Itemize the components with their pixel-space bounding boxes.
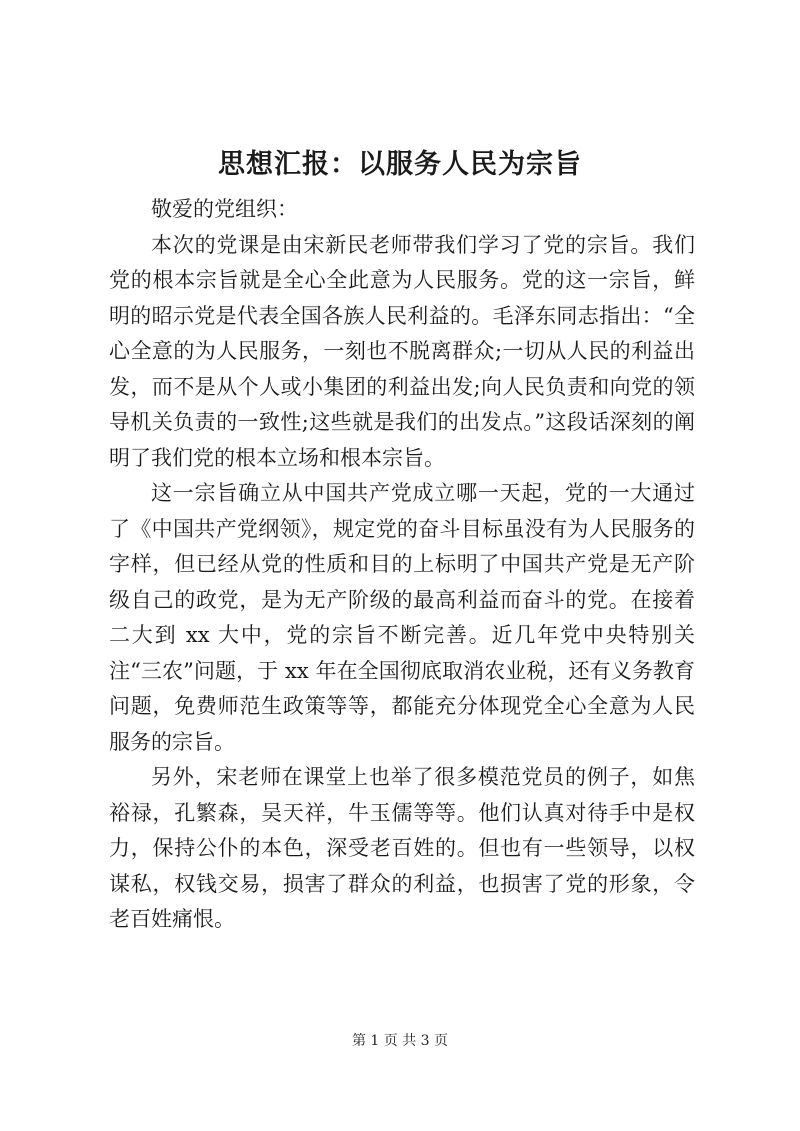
salutation: 敬爱的党组织： (151, 197, 298, 221)
page-footer: 第 1 页 共 3 页 (351, 1033, 449, 1049)
paragraph-3: 另外，宋老师在课堂上也举了很多模范党员的例子，如焦裕禄，孔繁森，吴天祥，牛玉儒等等。他们认真对待手中是权力，保持公仆的本色，深受老百姓的。但也有一些领导，以权谋私，权钱交易，损害了群众的利益，也损害了党的形象，令老百姓痛恨。 (109, 765, 695, 931)
paragraph-2: 这一宗旨确立从中国共产党成立哪一天起，党的一大通过了《中国共产党纲领》，规定党的奋斗目标虽没有为人民服务的字样，但已经从党的性质和目的上标明了中国共产党是无产阶级自己的政党，是为无产阶级的最高利益而奋斗的党。在接着二大到 xx 大中，党的宗旨不断完善。近几年党中央特别关注“三农”问题，于 xx 年在全国彻底取消农业税，还有义务教育问题，免费师范生政策等等，都能充分体现党全心全意为人民服务的宗旨。 (109, 481, 695, 754)
paragraph-1: 本次的党课是由宋新民老师带我们学习了党的宗旨。我们党的根本宗旨就是全心全此意为人民服务。党的这一宗旨，鲜明的昭示党是代表全国各族人民利益的。毛泽东同志指出：“全心全意的为人民服务，一刻也不脱离群众;一切从人民的利益出发，而不是从个人或小集团的利益出发;向人民负责和向党的领导机关负责的一致性;这些就是我们的出发点。”这段话深刻的阐明了我们党的根本立场和根本宗旨。 (109, 232, 695, 470)
document-body (109, 192, 695, 938)
document-title: 思想汇报：以服务人民为宗旨 (218, 149, 582, 180)
